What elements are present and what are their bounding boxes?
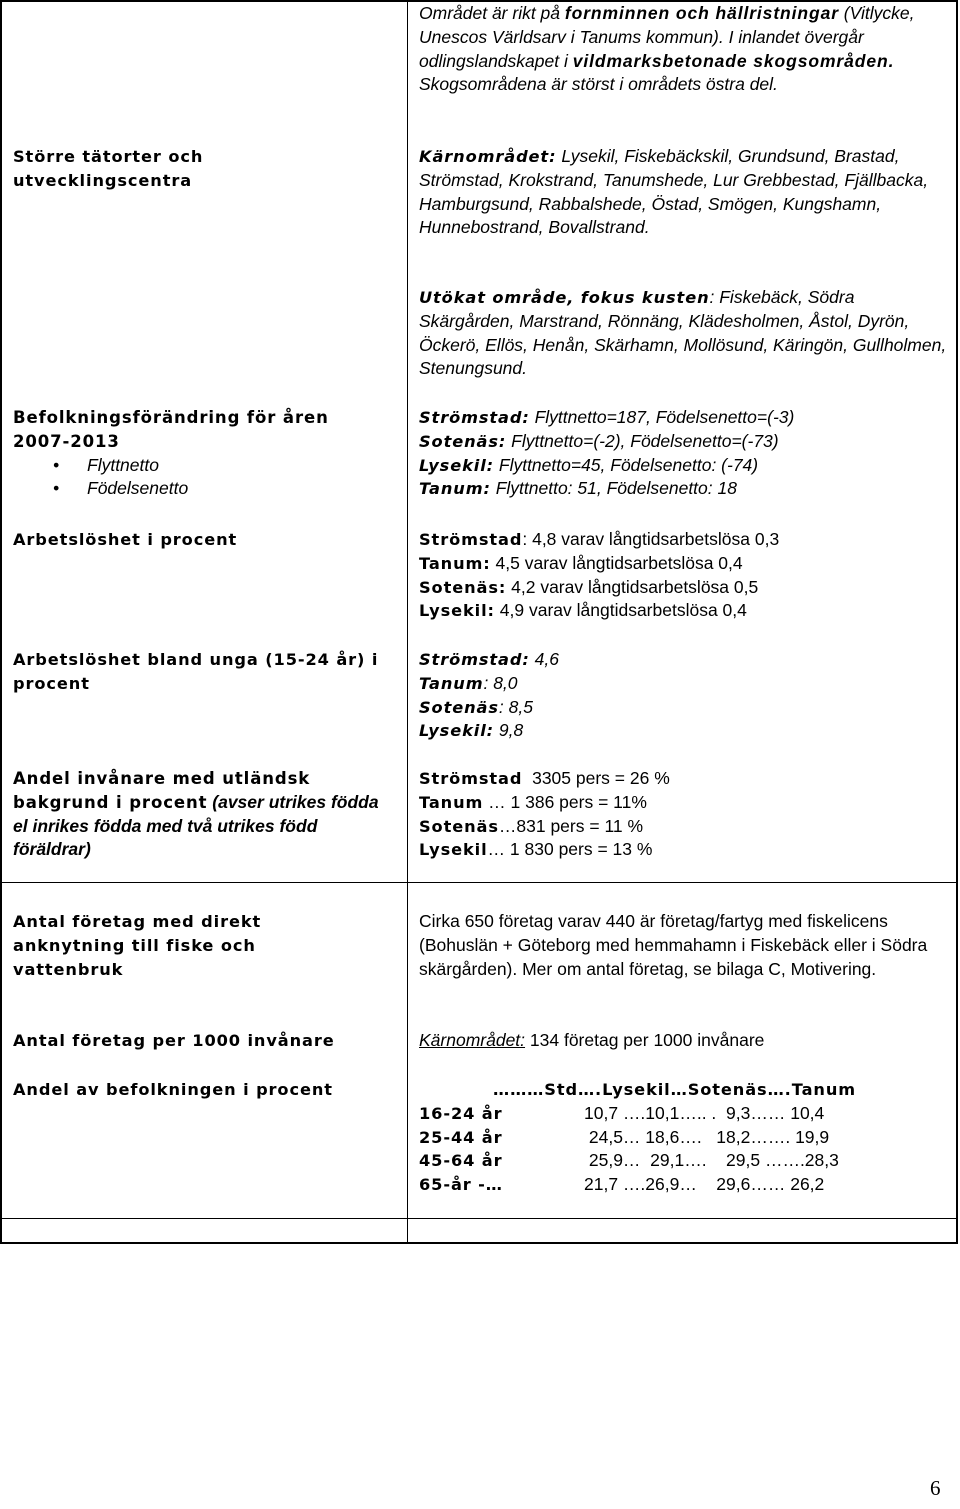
value-row: Strömstad : 4,8 varav långtidsarbetslösa 0,3 — [419, 529, 780, 549]
value-row: Tanum … 1 386 pers = 11% — [419, 791, 647, 812]
age-row: 16-24 år 10,7 ….10,1….. . 9,3…… 10,4 — [419, 1102, 825, 1123]
age-row: 65-år -… 21,7 ….26,9… 29,6…… 26,2 — [419, 1174, 825, 1195]
label-per-1000: Antal företag per 1000 invånare — [13, 1031, 335, 1050]
page-number: 6 — [930, 1476, 941, 1500]
label-befolkning: Befolkningsförändring för åren 2007-2013 • Flyttnetto • Födelsenetto — [13, 406, 398, 501]
label-tatorter: Större tätorter och utvecklingscentra — [13, 147, 204, 190]
label-unga: Arbetslöshet bland unga (15-24 år) i procent — [13, 650, 379, 693]
unga-values — [419, 648, 951, 743]
value-row: Tanum : 8,0 — [419, 672, 518, 693]
column-divider — [407, 2, 408, 1242]
label-fiske: Antal företag med direkt anknytning till fiske och vattenbruk — [13, 912, 262, 979]
fiske-text: Cirka 650 företag varav 440 är företag/fartyg med fiskelicens (Bohuslän + Göteborg med hemmahamn i Fiskebäck eller i Södra skärgården). Mer om antal företag, se bilaga C, Motivering. — [419, 911, 928, 979]
value-row: Lysekil: Flyttnetto=45, Födelsenetto: (-74) — [419, 454, 759, 475]
row-divider — [2, 882, 956, 883]
value-row: Tanum: 4,5 varav långtidsarbetslösa 0,4 — [419, 552, 743, 573]
age-table — [419, 1078, 951, 1197]
value-row: Lysekil … 1 830 pers = 13 % — [419, 839, 653, 860]
befolkning-values — [419, 406, 951, 501]
bullet-item: • Födelsenetto — [53, 478, 189, 499]
per-1000-text: Kärnområdet: 134 företag per 1000 invånare — [419, 1030, 765, 1050]
age-row: 45-64 år 25,9… 29,1…. 29,5 …….28,3 — [419, 1150, 839, 1171]
value-row: Sotenäs : 8,5 — [419, 696, 533, 717]
age-row: 25-44 år 24,5… 18,6…. 18,2……. 19,9 — [419, 1126, 830, 1147]
arbetsloshet-values — [419, 528, 951, 623]
row-divider — [2, 1218, 956, 1219]
value-row: Lysekil: 4,9 varav långtidsarbetslösa 0,4 — [419, 600, 747, 621]
core-area-text: Kärnområdet: Lysekil, Fiskebäckskil, Grundsund, Brastad, Strömstad, Krokstrand, Tanumshede, Lur Grebbestad, Fjällbacka, Hamburgsund, Rabbalshede, Östad, Smögen, Kungshamn, Hunnebostrand, Bovallstrand. — [419, 146, 929, 238]
bullet-item: • Flyttnetto — [53, 454, 159, 475]
age-table-header: ………Std….Lysekil…Sotenäs….Tanum — [493, 1080, 857, 1099]
label-arbetsloshet: Arbetslöshet i procent — [13, 530, 238, 549]
value-row: Strömstad 3305 pers = 26 % — [419, 768, 670, 788]
value-row: Tanum: Flyttnetto: 51, Födelsenetto: 18 — [419, 478, 737, 499]
extended-area-text: Utökat område, fokus kusten: Fiskebäck, Södra Skärgården, Marstrand, Rönnäng, Klädesholmen, Åstol, Dyrön, Öckerö, Ellös, Henån, Skärhamn, Mollösund, Käringön, Gullholmen, Stenungsund. — [419, 287, 947, 379]
value-row: Sotenäs: Flyttnetto=(-2), Födelsenetto=(-73) — [419, 430, 779, 451]
value-row: Lysekil: 9,8 — [419, 720, 524, 741]
value-row: Sotenäs …831 pers = 11 % — [419, 815, 644, 836]
intro-text: Området är rikt på fornminnen och hällristningar (Vitlycke, Unescos Världsarv i Tanums kommun). I inlandet övergår odlingslandskapet i vildmarksbetonade skogsområden. Skogsområdena är störst i områdets östra del. — [419, 3, 915, 95]
utlandsk-values — [419, 767, 951, 862]
value-row: Sotenäs: 4,2 varav långtidsarbetslösa 0,5 — [419, 576, 759, 597]
label-utlandsk: Andel invånare med utländsk bakgrund i procent (avser utrikes födda el inrikes födda med två utrikes född föräldrar) — [13, 769, 379, 860]
value-row: Strömstad: 4,6 — [419, 649, 559, 669]
value-row: Strömstad: Flyttnetto=187, Födelsenetto=(-3) — [419, 407, 795, 427]
label-andel-befolkning: Andel av befolkningen i procent — [13, 1080, 333, 1099]
